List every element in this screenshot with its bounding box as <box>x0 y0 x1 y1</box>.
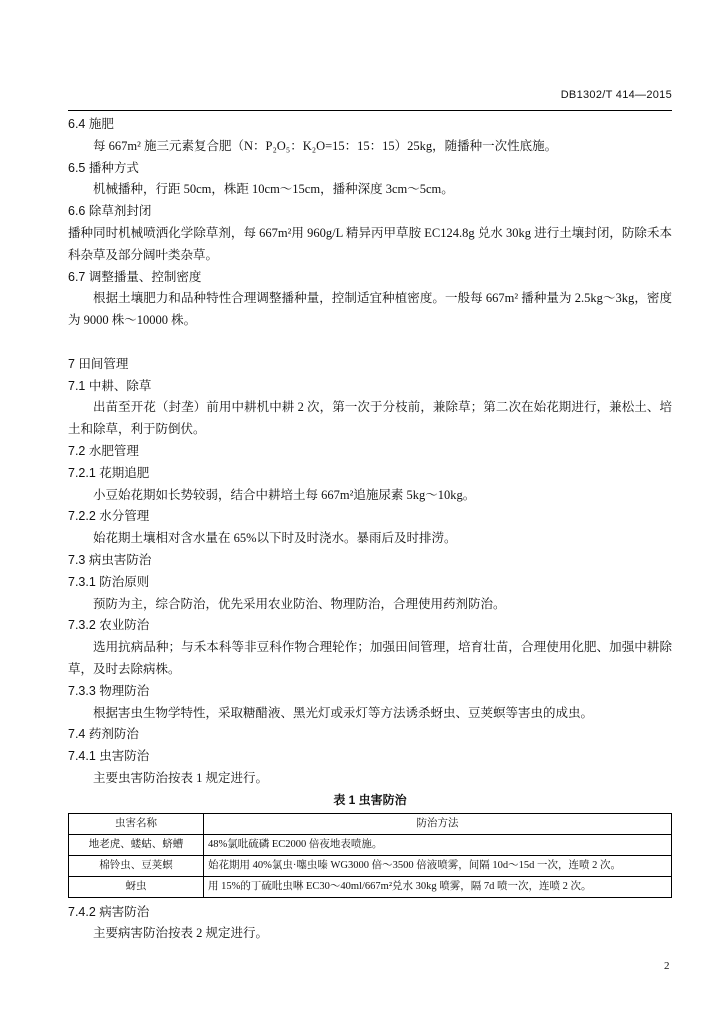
document-code: DB1302/T 414—2015 <box>560 89 672 101</box>
paragraph-6-5: 机械播种，行距 50cm，株距 10cm～15cm，播种深度 3cm～5cm。 <box>93 182 454 197</box>
paragraph-7-3-1: 预防为主，综合防治，优先采用农业防治、物理防治，合理使用药剂防治。 <box>93 596 506 611</box>
paragraph-7-3-3: 根据害虫生物学特性，采取糖醋液、黑光灯或汞灯等方法诱杀蚜虫、豆荚螟等害虫的成虫。 <box>93 705 594 720</box>
paragraph-7-2-1: 小豆始花期如长势较弱，结合中耕培土每 667m²追施尿素 5kg～10kg。 <box>93 487 476 502</box>
heading-6-5: 6.5 播种方式 <box>68 160 139 175</box>
table-cell-pest: 棉铃虫、豆荚螟 <box>69 855 204 876</box>
paragraph-7-4-1: 主要虫害防治按表 1 规定进行。 <box>93 770 269 785</box>
heading-7-4: 7.4 药剂防治 <box>68 727 139 742</box>
table-cell-method: 始花期用 40%氯虫·噻虫嗪 WG3000 倍～3500 倍液喷雾，间隔 10d～15d 一次，连喷 2 次。 <box>204 855 672 876</box>
heading-7-3-1: 7.3.1 防治原则 <box>68 574 150 589</box>
section-spacer <box>68 332 672 354</box>
paragraph-7-2-2: 始花期土壤相对含水量在 65%以下时及时浇水。暴雨后及时排涝。 <box>93 531 457 546</box>
table-header-row <box>69 813 672 834</box>
header-divider <box>68 110 672 111</box>
paragraph-6-4: 每 667m² 施三元素复合肥（N：P₂O₅：K₂O=15：15：15）25kg，随播种一次性底施。 <box>93 138 558 153</box>
table-cell-pest: 地老虎、蝼蛄、蛴螬 <box>69 834 204 855</box>
column-header-pest: 虫害名称 <box>69 813 204 834</box>
table-cell-method: 用 15%的丁硫吡虫啉 EC30～40ml/667m²兑水 30kg 喷雾，隔 7d 喷一次，连喷 2 次。 <box>204 876 672 897</box>
heading-6-7: 6.7 调整播量、控制密度 <box>68 269 202 284</box>
paragraph-6-6: 播种同时机械喷洒化学除草剂，每 667m²用 960g/L 精异丙甲草胺 EC124.8g 兑水 30kg 进行土壤封闭，防除禾本科杂草及部分阔叶类杂草。 <box>68 225 672 262</box>
heading-7: 7 田间管理 <box>68 356 129 371</box>
heading-7-4-1: 7.4.1 虫害防治 <box>68 749 150 764</box>
document-body <box>68 114 672 945</box>
pest-control-table <box>68 813 672 898</box>
heading-7-2-2: 7.2.2 水分管理 <box>68 509 150 524</box>
table-cell-method: 48%氯吡硫磷 EC2000 倍夜地表喷施。 <box>204 834 672 855</box>
page-number: 2 <box>664 960 670 972</box>
paragraph-6-7: 根据土壤肥力和品种特性合理调整播种量，控制适宜种植密度。一般每 667m² 播种量为 2.5kg～3kg，密度为 9000 株～10000 株。 <box>68 291 672 328</box>
heading-7-3-2: 7.3.2 农业防治 <box>68 618 150 633</box>
heading-7-3: 7.3 病虫害防治 <box>68 552 152 567</box>
table-row <box>69 855 672 876</box>
table-row <box>69 834 672 855</box>
paragraph-7-1: 出苗至开花（封垄）前用中耕机中耕 2 次，第一次于分枝前，兼除草；第二次在始花期进行，兼松土、培土和除草，利于防倒伏。 <box>68 400 672 437</box>
heading-7-2: 7.2 水肥管理 <box>68 443 139 458</box>
table-caption: 表 1 虫害防治 <box>333 792 407 807</box>
heading-7-3-3: 7.3.3 物理防治 <box>68 683 150 698</box>
table-row <box>69 876 672 897</box>
table-cell-pest: 蚜虫 <box>69 876 204 897</box>
heading-6-4: 6.4 施肥 <box>68 117 114 131</box>
paragraph-7-3-2: 选用抗病品种；与禾本科等非豆科作物合理轮作；加强田间管理，培育壮苗，合理使用化肥、加强中耕除草，及时去除病株。 <box>68 640 672 676</box>
heading-7-1: 7.1 中耕、除草 <box>68 378 152 393</box>
column-header-method: 防治方法 <box>204 813 672 834</box>
heading-7-2-1: 7.2.1 花期追肥 <box>68 465 150 480</box>
heading-7-4-2: 7.4.2 病害防治 <box>68 904 150 919</box>
paragraph-7-4-2: 主要病害防治按表 2 规定进行。 <box>93 926 269 941</box>
heading-6-6: 6.6 除草剂封闭 <box>68 204 152 219</box>
